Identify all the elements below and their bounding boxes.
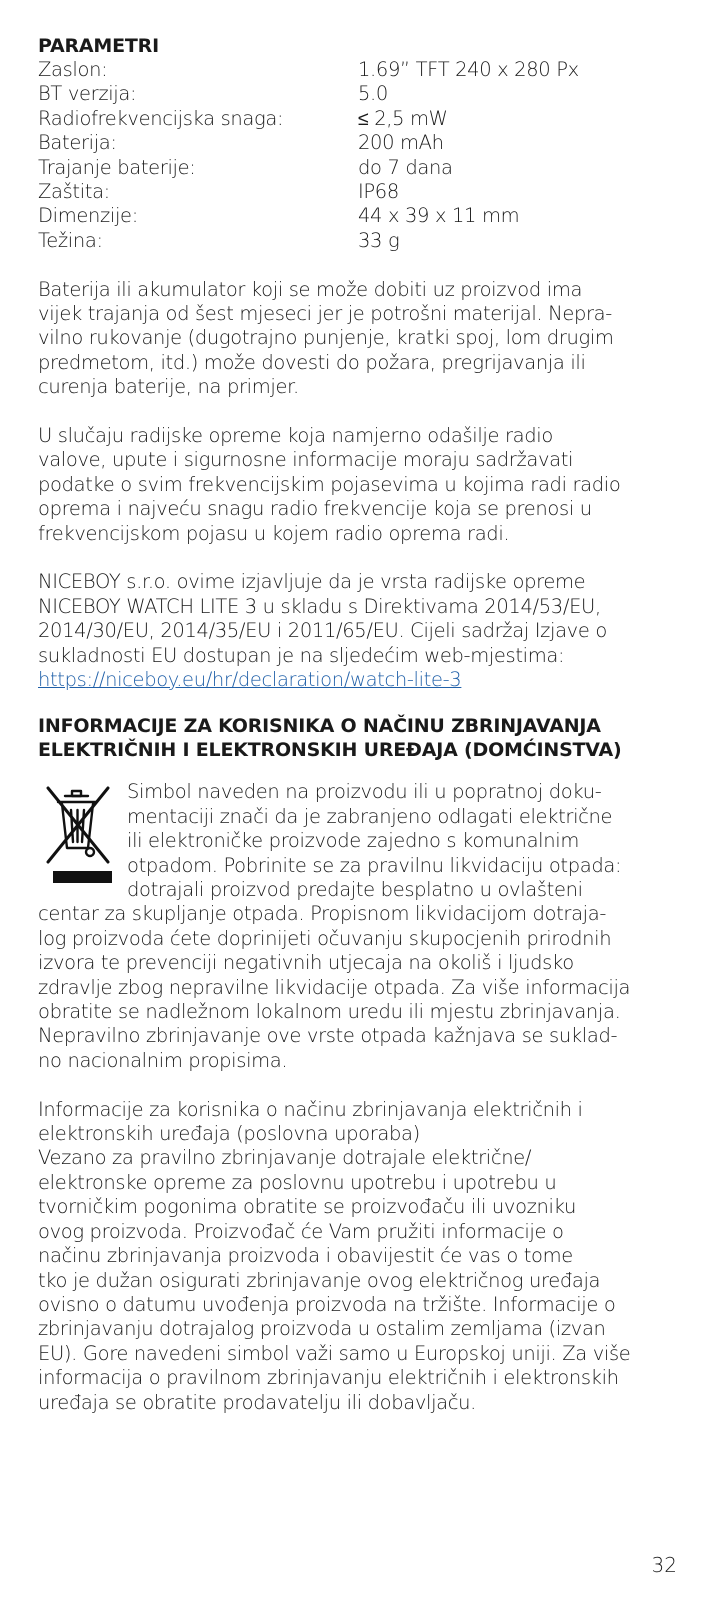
parameter-row [38,180,678,204]
page-number: 32 [651,1553,677,1577]
parameter-row [38,229,678,253]
parameter-row [38,82,678,106]
disposal-text-beside-icon: Simbol naveden na proizvodu ili u popratnoj doku- mentaciji znači da je zabranjeno odlagati električne ili elektroničke proizvode zajedno s komunalnim otpadom. Pobrinite se za pravilnu likvidaciju otpada: dotrajali proizvod predajte besplatno u ovlašteni [127,780,622,902]
parameter-value: 5.0 [358,82,388,106]
declaration-link[interactable]: https://niceboy.eu/hr/declaration/watch-lite-3 [38,667,462,691]
battery-note: Baterija ili akumulator koji se može dobiti uz proizvod ima vijek trajanja od šest mjeseci jer je potrošni materijal. Nepra- vilno rukovanje (dugotrajno punjenje, kratki spoj, lom drugim predmetom, itd.) može dovesti do požara, pregrijavanja ili curenja baterije, na primjer. [38,277,614,399]
parameter-value: 33 g [358,228,400,252]
radio-equipment-note: U slučaju radijske opreme koja namjerno odašilje radio valove, upute i sigurnosne informacije moraju sadržavati podatke o svim frekvencijskim pojasevima u kojima radi radio oprema i najveću snagu radio frekvencije koja se prenosi u frekvencijskom pojasu u kojem radio oprema radi. [38,423,621,545]
parameter-row [38,156,678,180]
parameter-label: Trajanje baterije: [38,155,196,179]
parameter-label: Zaslon: [38,58,108,81]
disposal-heading: INFORMACIJE ZA KORISNIKA O NAČINU ZBRINJAVANJA ELEKTRIČNIH I ELEKTRONSKIH UREĐAJA (DOMĆINSTVA) [38,715,622,762]
parameter-label: Zaštita: [38,179,110,203]
parameter-label: Radiofrekvencijska snaga: [38,106,284,130]
business-disposal-text: Informacije za korisnika o načinu zbrinjavanja električnih i elektronskih uređaja (poslovna uporaba) Vezano za pravilno zbrinjavanje dotrajale električne/ elektronske opreme za poslovnu upotrebu i upotrebu u tvorničkim pogonima obratite se proizvođaču ili uvozniku ovog proizvoda. Proizvođač će Vam pružiti informacije o načinu zbrinjavanja proizvoda i obavijestit će vas o tome tko je dužan osigurati zbrinjavanje ovog električnog uređaja ovisno o datumu uvođenja proizvoda na tržište. Informacije o zbrinjavanju dotrajalog proizvoda u ostalim zemljama (izvan EU). Gore navedeni simbol važi samo u Europskoj uniji. Za više informacija o pravilnom zbrinjavanju električnih i elektronskih uređaja se obratite prodavatelju ili dobavljaču. [38,1097,631,1414]
parameter-value: IP68 [358,179,399,203]
disposal-section [38,780,678,1073]
parameter-label: Težina: [38,228,103,252]
document-page [38,34,678,1415]
parameters-table [38,58,678,253]
disposal-text-below-icon: centar za skupljanje otpada. Propisnom likvidacijom dotraja- log proizvoda ćete doprinijeti očuvanju skupocjenih prirodnih izvora te prevenciji negativnih utjecaja na okoliš i ljudsko zdravlje zbog nepravilne likvidacije otpada. Za više informacija obratite se nadležnom lokalnom uredu ili mjestu zbrinjavanja. Nepravilno zbrinjavanje ove vrste otpada kažnjava se suklad- no nacionalnim propisima. [38,902,631,1072]
parameter-value: 200 mAh [358,131,444,155]
weee-crossed-bin-icon [38,782,118,900]
parameters-heading: PARAMETRI [38,35,159,57]
parameter-row [38,107,678,131]
parameter-row [38,131,678,155]
parameter-label: Baterija: [38,131,117,155]
parameter-value: ≤ 2,5 mW [358,106,448,130]
parameter-label: BT verzija: [38,82,137,106]
declaration-text: NICEBOY s.r.o. ovime izjavljuje da je vrsta radijske opreme NICEBOY WATCH LITE 3 u skladu s Direktivama 2014/53/EU, 2014/30/EU, 2014/35/EU i 2011/65/EU. Cijeli sadržaj Izjave o sukladnosti EU dostupan je na sljedećim web-mjestima: [38,570,607,667]
parameter-row [38,204,678,228]
parameter-value: 44 x 39 x 11 mm [358,204,520,228]
parameter-value: do 7 dana [358,155,453,179]
parameter-value: 1.69” TFT 240 x 280 Px [358,58,579,81]
parameter-row [38,58,678,82]
parameter-label: Dimenzije: [38,204,138,228]
